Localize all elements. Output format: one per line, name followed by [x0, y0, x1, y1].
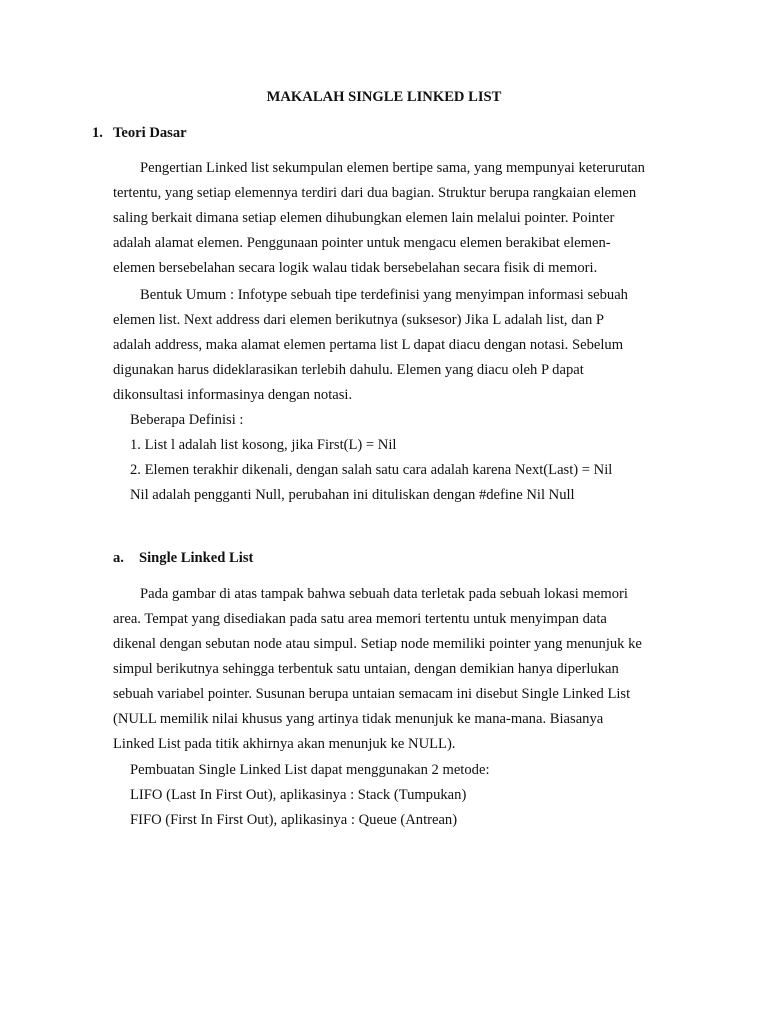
section-a-number: a.: [113, 550, 124, 566]
document-title: MAKALAH SINGLE LINKED LIST: [266, 89, 502, 105]
paragraph-line: (NULL memilik nilai khusus yang artinya tidak menunjuk ke mana-mana. Biasanya: [113, 711, 604, 727]
paragraph-line: elemen list. Next address dari elemen berikutnya (suksesor) Jika L adalah list, dan P: [113, 312, 605, 328]
method-item-lifo: LIFO (Last In First Out), aplikasinya : Stack (Tumpukan): [130, 787, 467, 803]
definition-item: 1. List l adalah list kosong, jika First(L) = Nil: [130, 437, 397, 453]
paragraph-line: dikonsultasi informasinya dengan notasi.: [113, 387, 353, 403]
definition-item: 2. Elemen terakhir dikenali, dengan salah satu cara adalah karena Next(Last) = Nil: [130, 462, 613, 478]
paragraph-line: elemen bersebelahan secara logik walau tidak bersebelahan secara fisik di memori.: [113, 260, 598, 276]
paragraph-line: digunakan harus dideklarasikan terlebih dahulu. Elemen yang diacu oleh P dapat: [113, 362, 584, 378]
paragraph-line: adalah address, maka alamat elemen pertama list L dapat diacu dengan notasi. Sebelum: [113, 337, 624, 353]
paragraph-line: saling berkait dimana setiap elemen dihubungkan elemen lain melalui pointer. Pointer: [113, 210, 615, 226]
paragraph-line: sebuah variabel pointer. Susunan berupa untaian semacam ini disebut Single Linked List: [113, 686, 631, 702]
paragraph-line: tertentu, yang setiap elemennya terdiri dari dua bagian. Struktur berupa rangkaian elemen: [113, 185, 637, 201]
section-1-heading: Teori Dasar: [113, 125, 187, 141]
paragraph-line: Pada gambar di atas tampak bahwa sebuah data terletak pada sebuah lokasi memori: [140, 586, 628, 602]
section-1-number: 1.: [92, 125, 103, 141]
paragraph-line: area. Tempat yang disediakan pada satu area memori tertentu untuk menyimpan data: [113, 611, 607, 627]
paragraph-line: adalah alamat elemen. Penggunaan pointer untuk mengacu elemen berakibat elemen-: [113, 235, 611, 251]
paragraph-line: simpul berikutnya sehingga terbentuk satu untaian, dengan demikian hanya diperlukan: [113, 661, 619, 677]
paragraph-line: Bentuk Umum : Infotype sebuah tipe terdefinisi yang menyimpan informasi sebuah: [140, 287, 628, 303]
paragraph-line: Pengertian Linked list sekumpulan elemen bertipe sama, yang mempunyai keterurutan: [140, 160, 645, 176]
section-a-heading: Single Linked List: [139, 550, 254, 566]
paragraph-line: Linked List pada titik akhirnya akan menunjuk ke NULL).: [113, 736, 456, 752]
methods-intro: Pembuatan Single Linked List dapat menggunakan 2 metode:: [130, 762, 490, 778]
definition-note: Nil adalah pengganti Null, perubahan ini dituliskan dengan #define Nil Null: [130, 487, 575, 503]
definitions-heading: Beberapa Definisi :: [130, 412, 244, 428]
method-item-fifo: FIFO (First In First Out), aplikasinya : Queue (Antrean): [130, 812, 458, 828]
paragraph-line: dikenal dengan sebutan node atau simpul. Setiap node memiliki pointer yang menunjuk ke: [113, 636, 642, 652]
